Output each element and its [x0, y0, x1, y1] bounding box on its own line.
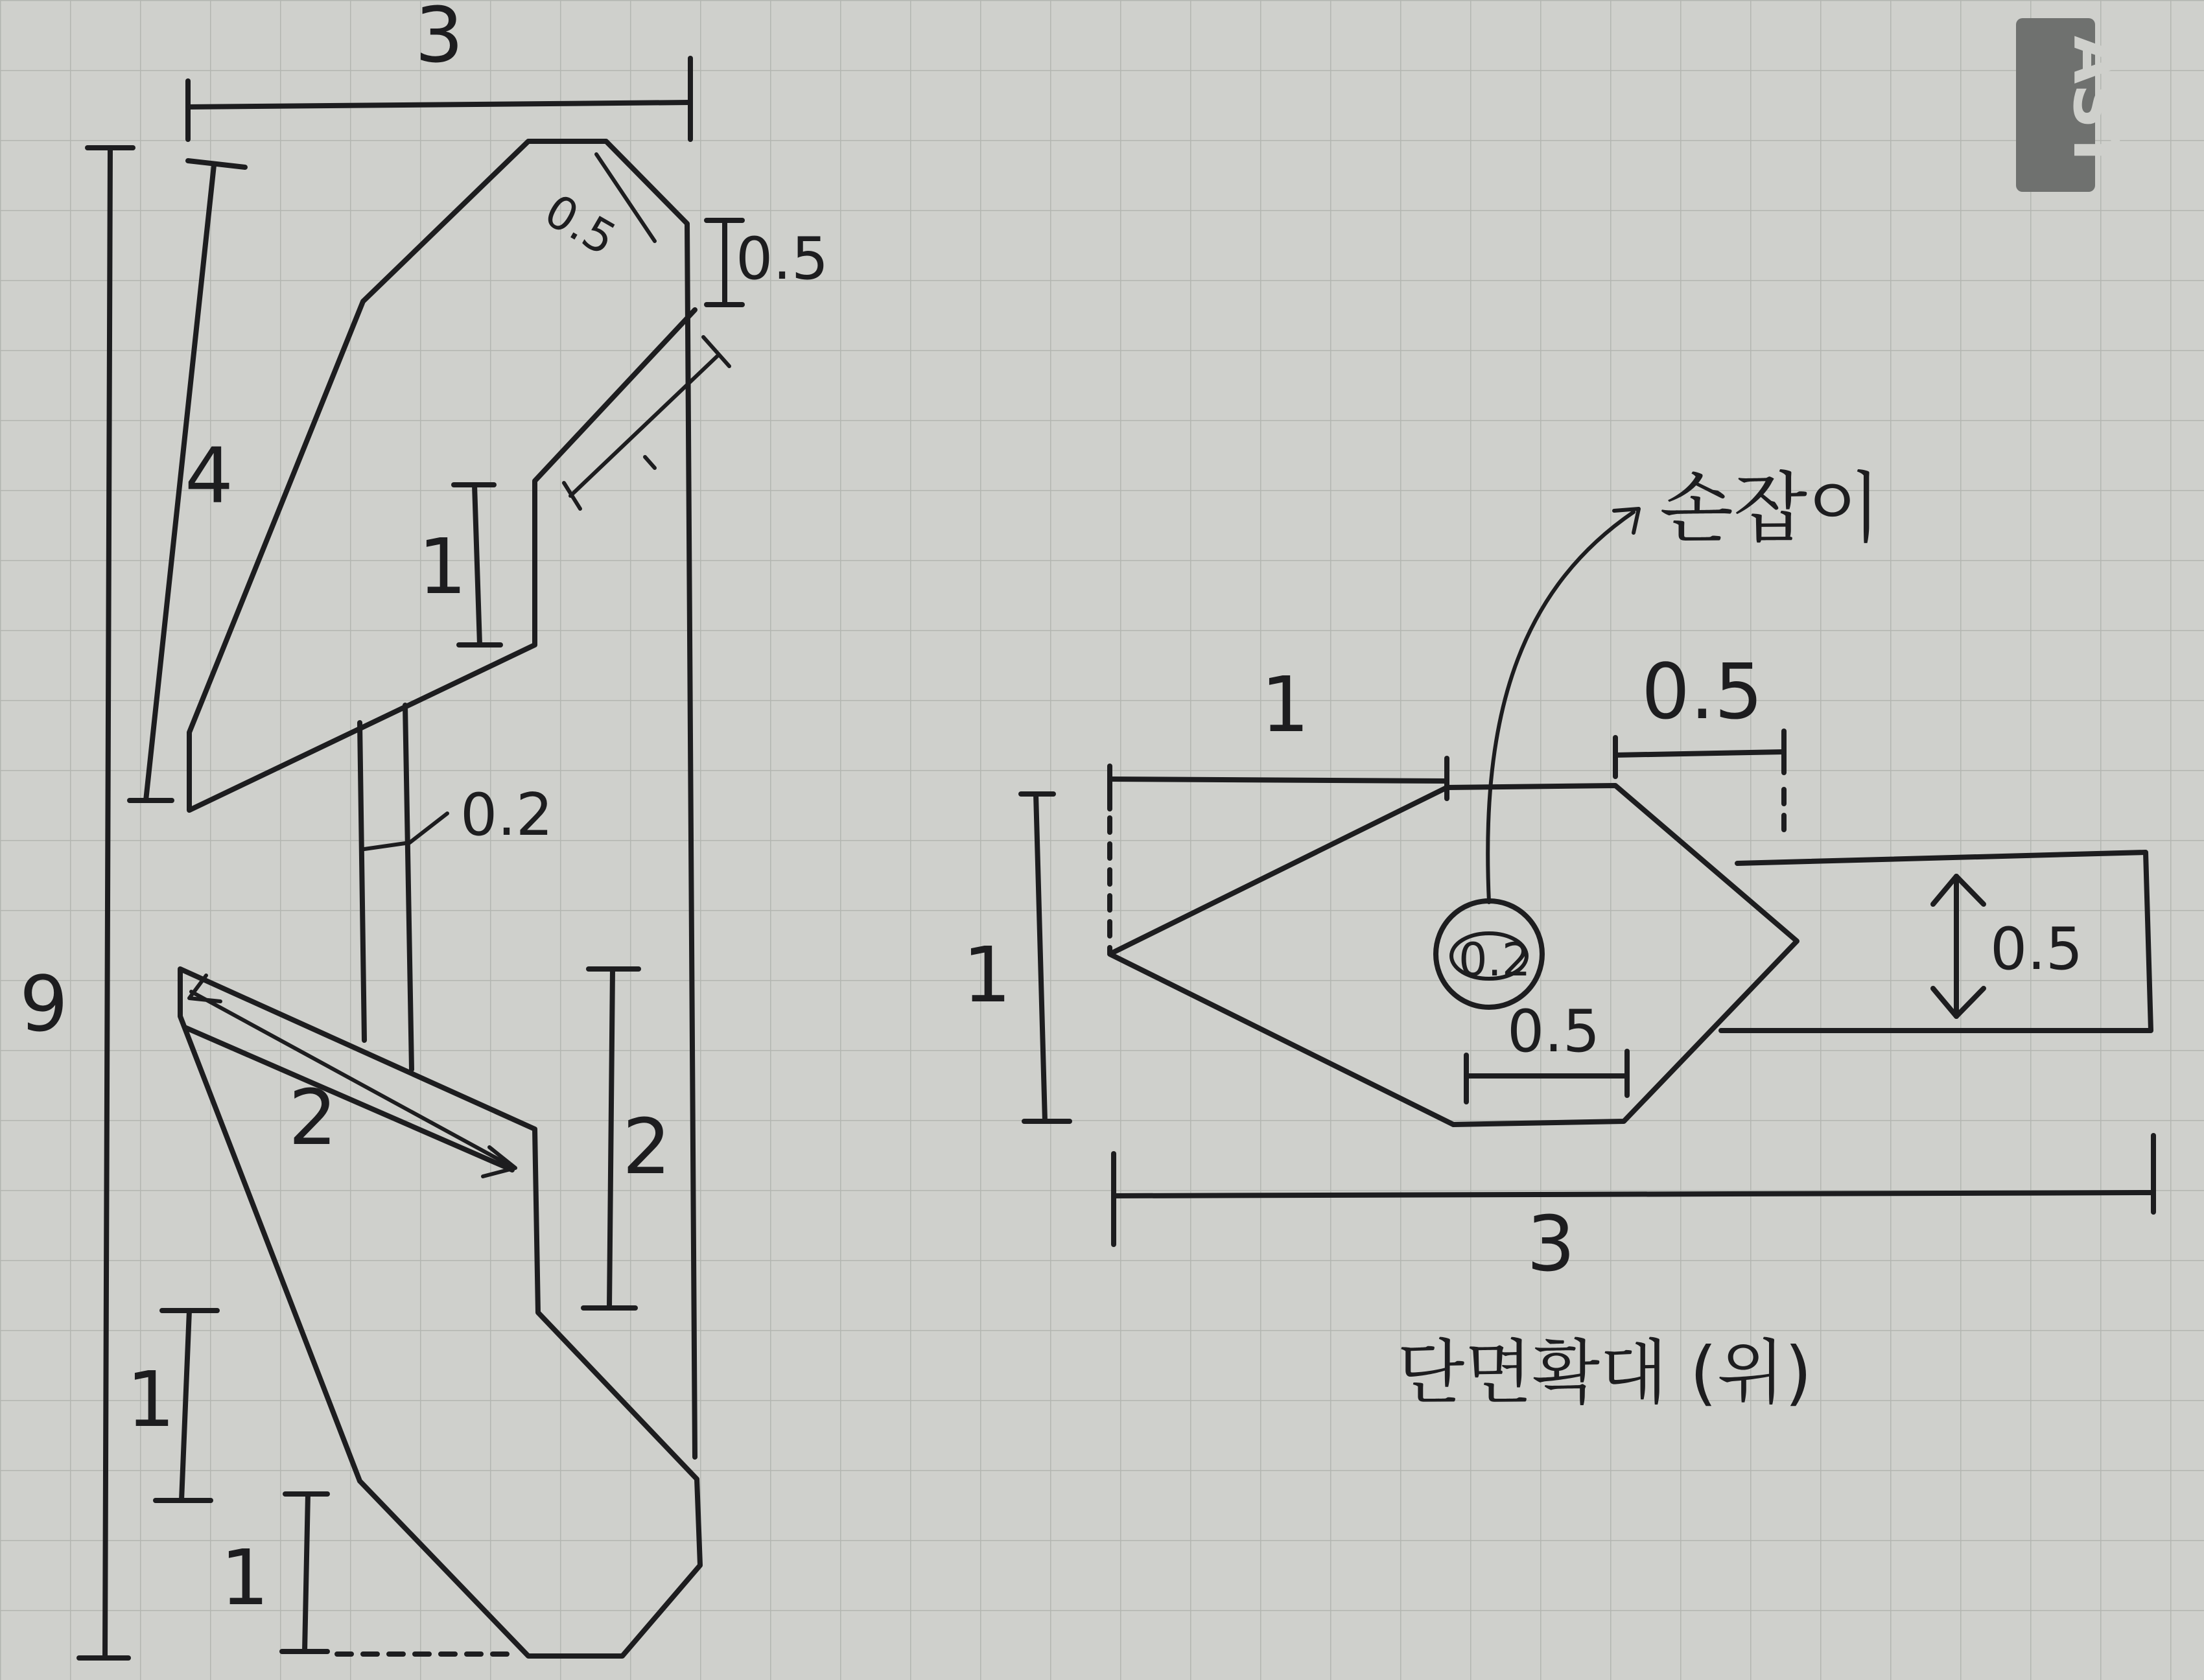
dim-handle-thickness-label: 0.5	[1990, 915, 2083, 983]
dim-upper-height-label: 4	[185, 431, 234, 520]
dim-section-left-width-label: 1	[1261, 660, 1310, 749]
handle-callout-label: 손잡이	[1659, 463, 1881, 553]
dim-total-height-label: 9	[19, 959, 69, 1049]
dim-section-total-width-label: 3	[1527, 1199, 1576, 1289]
dim-lower-diagonal-label: 2	[288, 1073, 338, 1162]
gap-label: 0.2	[460, 781, 554, 849]
dim-bottom-left-lower-label: 1	[220, 1533, 270, 1622]
paper-logo	[2016, 18, 2132, 192]
dim-top-right-step-label: 0.5	[736, 225, 829, 293]
handle-pin-label: 0.2	[1459, 933, 1531, 986]
section-caption: 단면확대 (위)	[1397, 1333, 1812, 1414]
dim-bottom-left-upper-label: 1	[126, 1355, 176, 1444]
dim-lower-right-label: 2	[622, 1102, 672, 1191]
dim-inner-step-label: 1	[418, 522, 467, 611]
dim-section-bottom-flat-label: 0.5	[1507, 998, 1600, 1066]
top-chamfer-label: 0.5	[535, 183, 625, 266]
dim-width-top-label: 3	[415, 0, 464, 80]
dim-top-right-step	[707, 220, 828, 305]
dim-section-top-flat-label: 0.5	[1641, 647, 1763, 736]
paper-logo-text: AST	[2059, 36, 2132, 171]
dim-section-height-label: 1	[963, 930, 1012, 1020]
